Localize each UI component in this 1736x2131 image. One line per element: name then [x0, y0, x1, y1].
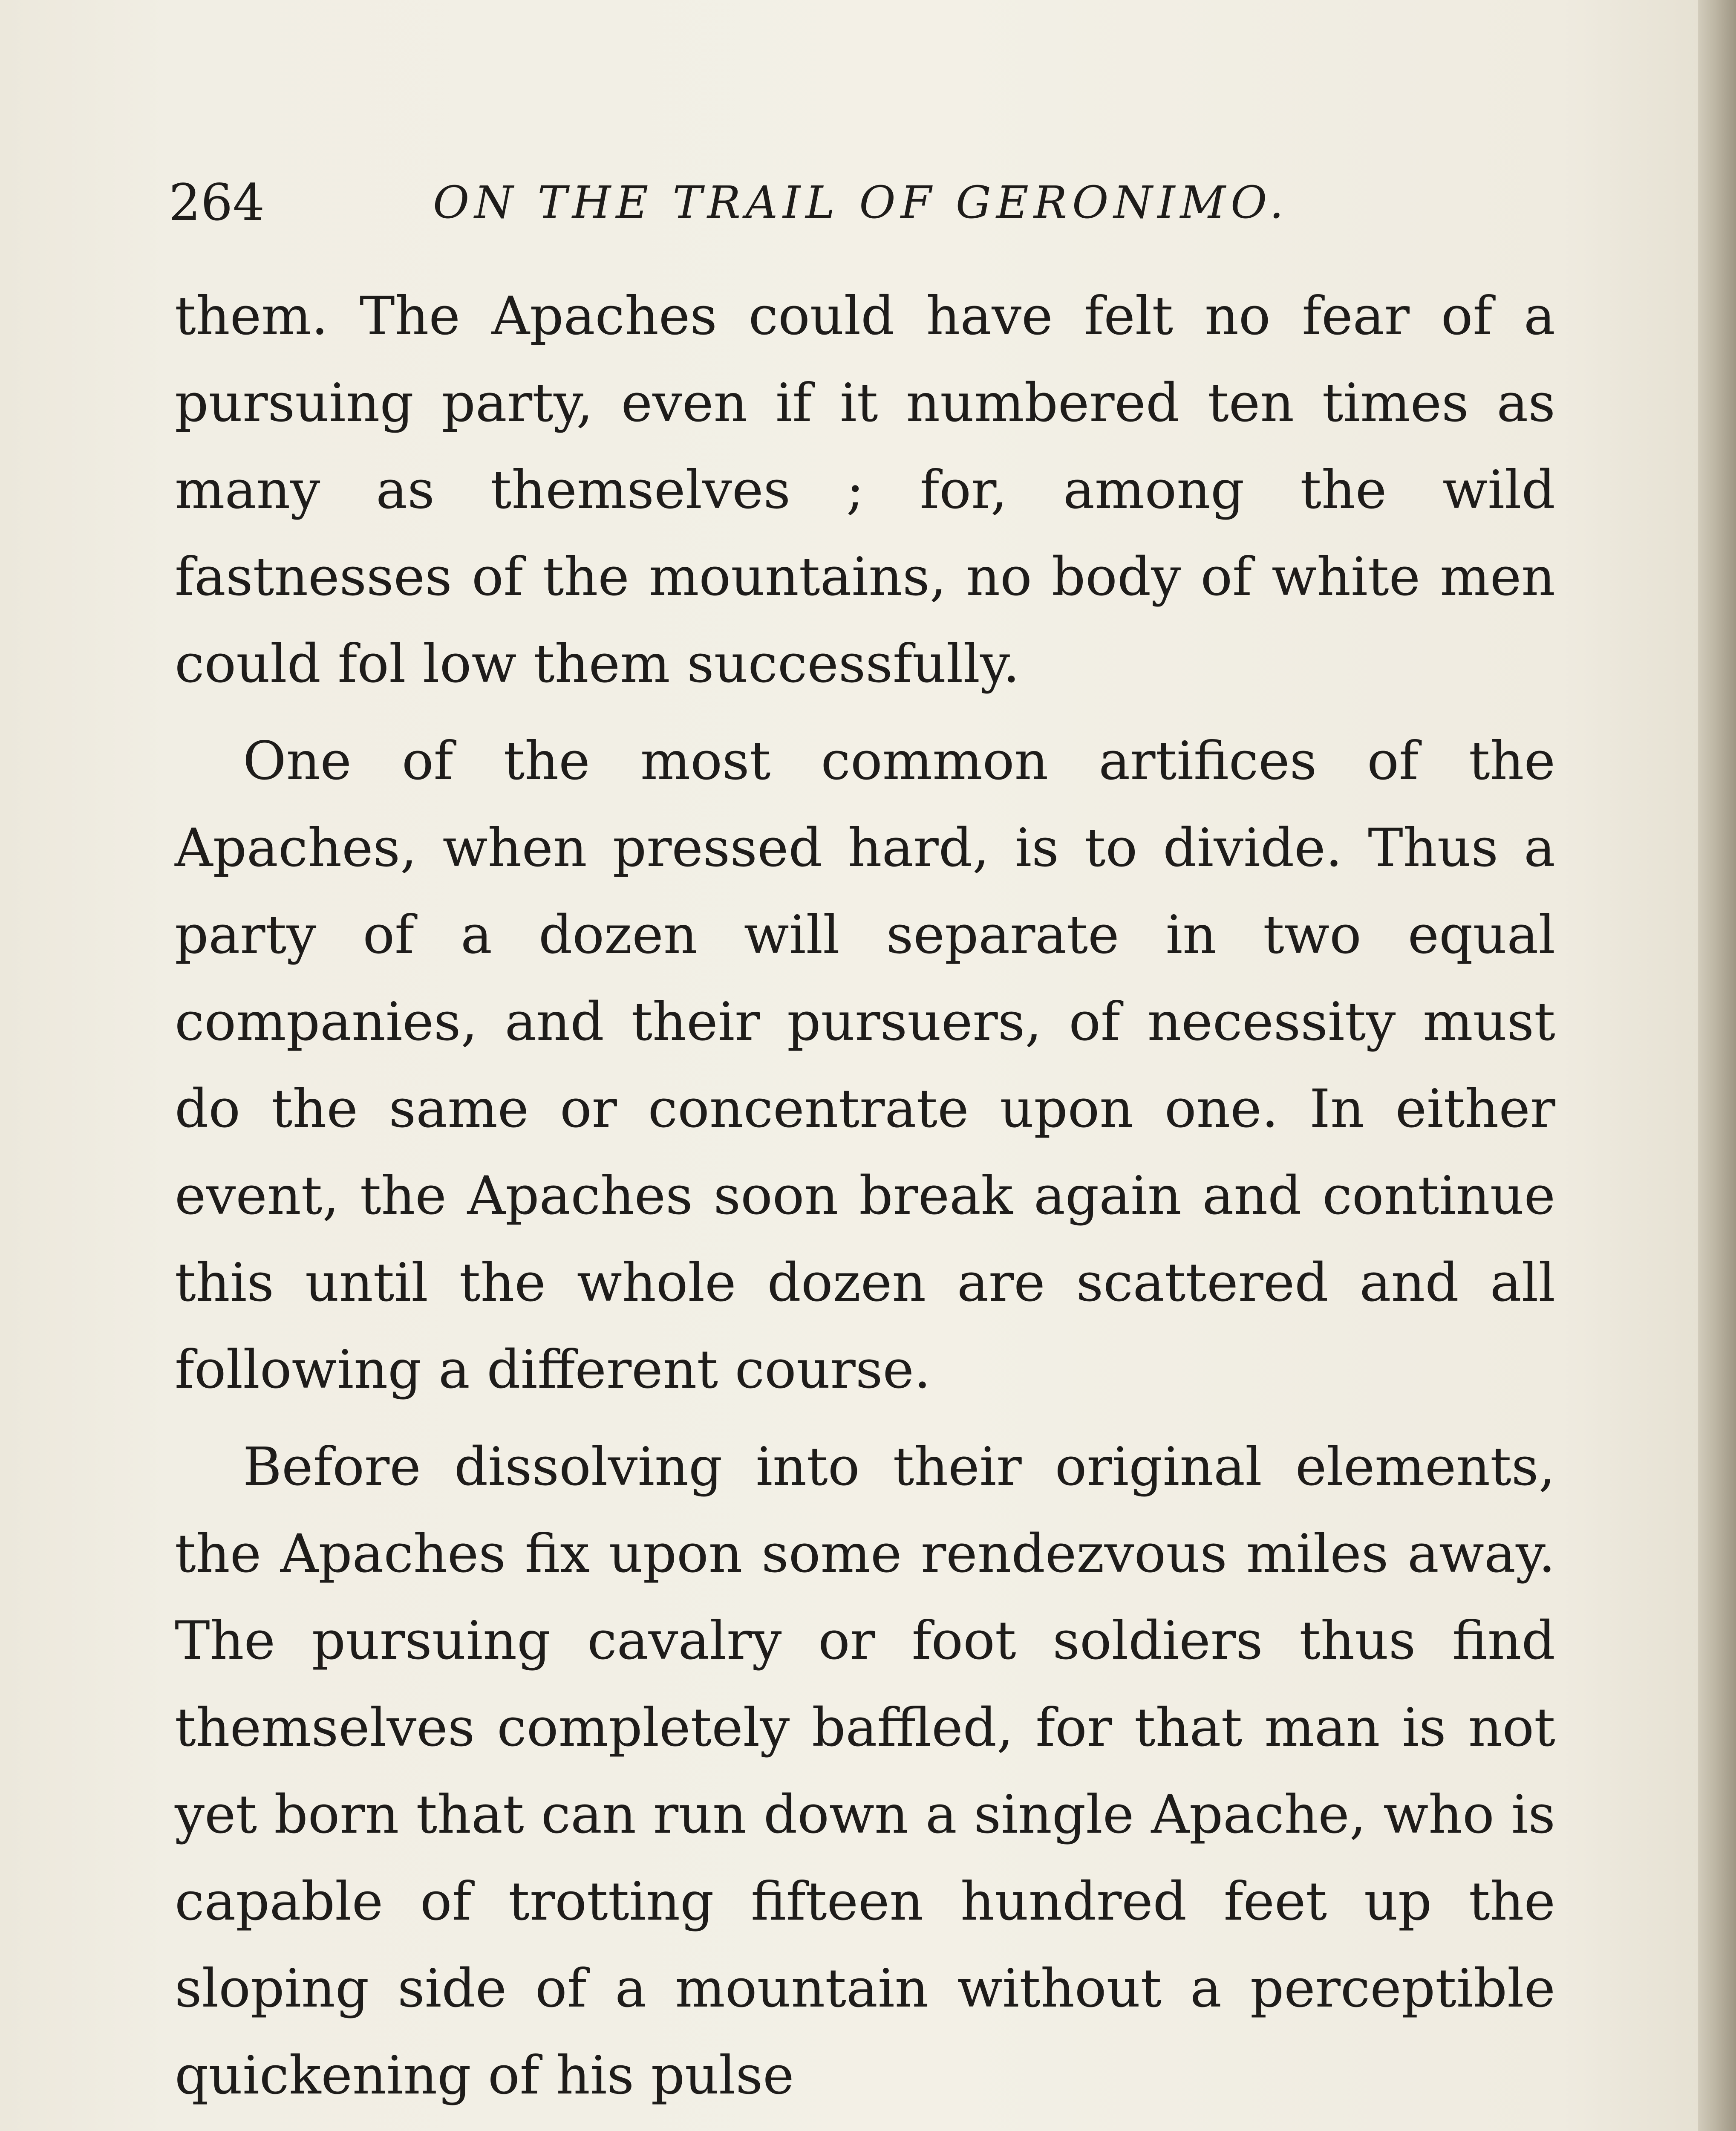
- paragraph-3: Before dissolving into their original elements, the Apaches fix upon some rendezvous miles away. The pursuing cavalry or foot soldiers thus find themselves completely baffled, for that man is not yet born that can run down a single Apache, who is capable of trotting fifteen hundred feet up the sloping side of a mountain without a perceptible quickening of his pulse: [175, 1436, 1555, 2106]
- paragraph-1: them. The Apaches could have felt no fear of a pursuing party, even if it numbered ten times as many as themselves ; for, among the wild fastnesses of the mountains, no body of white men could fol low them successfully.: [175, 286, 1555, 695]
- running-title: ON THE TRAIL OF GERONIMO.: [433, 176, 1289, 228]
- page-number: 264: [169, 173, 265, 232]
- page-header: [169, 170, 1319, 234]
- body-text: [175, 273, 1555, 2119]
- paragraph-2: One of the most common artifices of the Apaches, when pressed hard, is to divide. Thus a party of a dozen will separate in two equal companies, and their pursuers, of necessity must do the same or concentrate upon one. In either event, the Apaches soon break again and continue this until the whole dozen are scattered and all following a different course.: [175, 731, 1555, 1400]
- book-spine-shadow: [1698, 0, 1736, 2131]
